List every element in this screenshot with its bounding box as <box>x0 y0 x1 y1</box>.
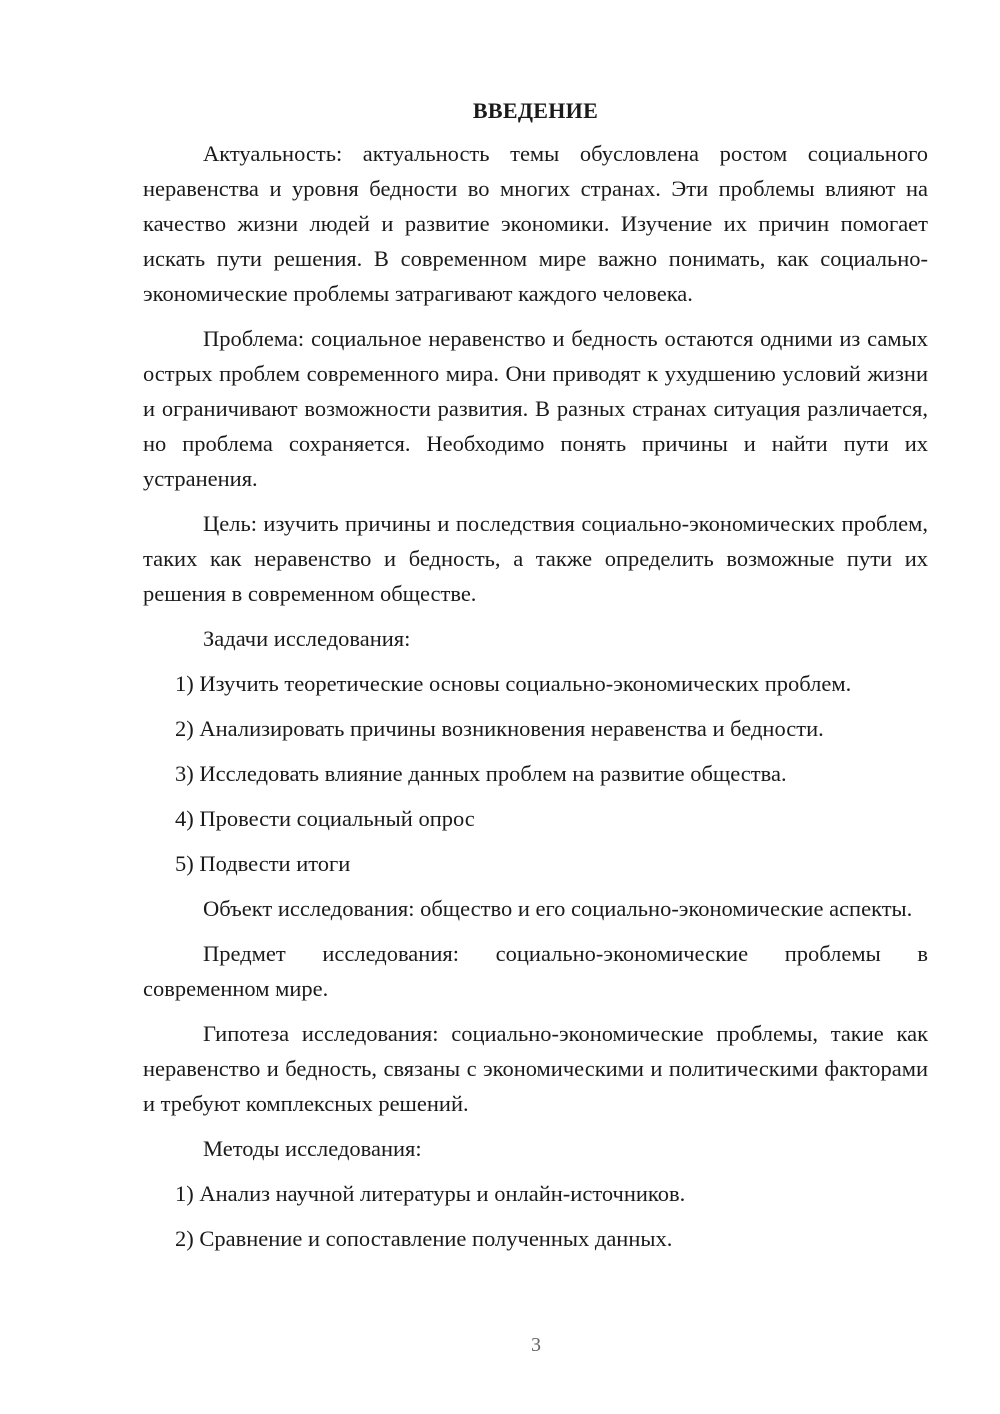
task-item: 3) Исследовать влияние данных проблем на развитие общества. <box>175 761 787 786</box>
method-item: 1) Анализ научной литературы и онлайн-источников. <box>175 1181 686 1206</box>
document-body <box>143 96 928 1266</box>
task-item: 2) Анализировать причины возникновения неравенства и бедности. <box>175 716 824 741</box>
subject-paragraph: Предмет исследования: социально-экономические проблемы в современном мире. <box>143 941 928 1001</box>
task-item: 4) Провести социальный опрос <box>175 806 475 831</box>
problem-paragraph: Проблема: социальное неравенство и бедность остаются одними из самых острых проблем современного мира. Они приводят к ухудшению условий жизни и ограничивают возможности развития. В разных странах ситуация различается, но проблема сохраняется. Необходимо понять причины и найти пути их устранения. <box>143 326 928 491</box>
method-item: 2) Сравнение и сопоставление полученных данных. <box>175 1226 673 1251</box>
goal-paragraph: Цель: изучить причины и последствия социально-экономических проблем, таких как неравенство и бедность, а также определить возможные пути их решения в современном обществе. <box>143 511 928 606</box>
relevance-paragraph: Актуальность: актуальность темы обусловлена ростом социального неравенства и уровня бедности во многих странах. Эти проблемы влияют на качество жизни людей и развитие экономики. Изучение их причин помогает искать пути решения. В современном мире важно понимать, как социально-экономические проблемы затрагивают каждого человека. <box>143 141 928 306</box>
page-number: 3 <box>531 1334 541 1356</box>
hypothesis-paragraph: Гипотеза исследования: социально-экономические проблемы, такие как неравенство и бедность, связаны с экономическими и политическими факторами и требуют комплексных решений. <box>143 1021 928 1116</box>
task-item: 5) Подвести итоги <box>175 851 351 876</box>
page-title: ВВЕДЕНИЕ <box>472 98 599 123</box>
tasks-heading: Задачи исследования: <box>203 626 411 651</box>
methods-heading: Методы исследования: <box>203 1136 422 1161</box>
object-paragraph: Объект исследования: общество и его социально-экономические аспекты. <box>203 896 913 921</box>
task-item: 1) Изучить теоретические основы социально-экономических проблем. <box>175 671 852 696</box>
